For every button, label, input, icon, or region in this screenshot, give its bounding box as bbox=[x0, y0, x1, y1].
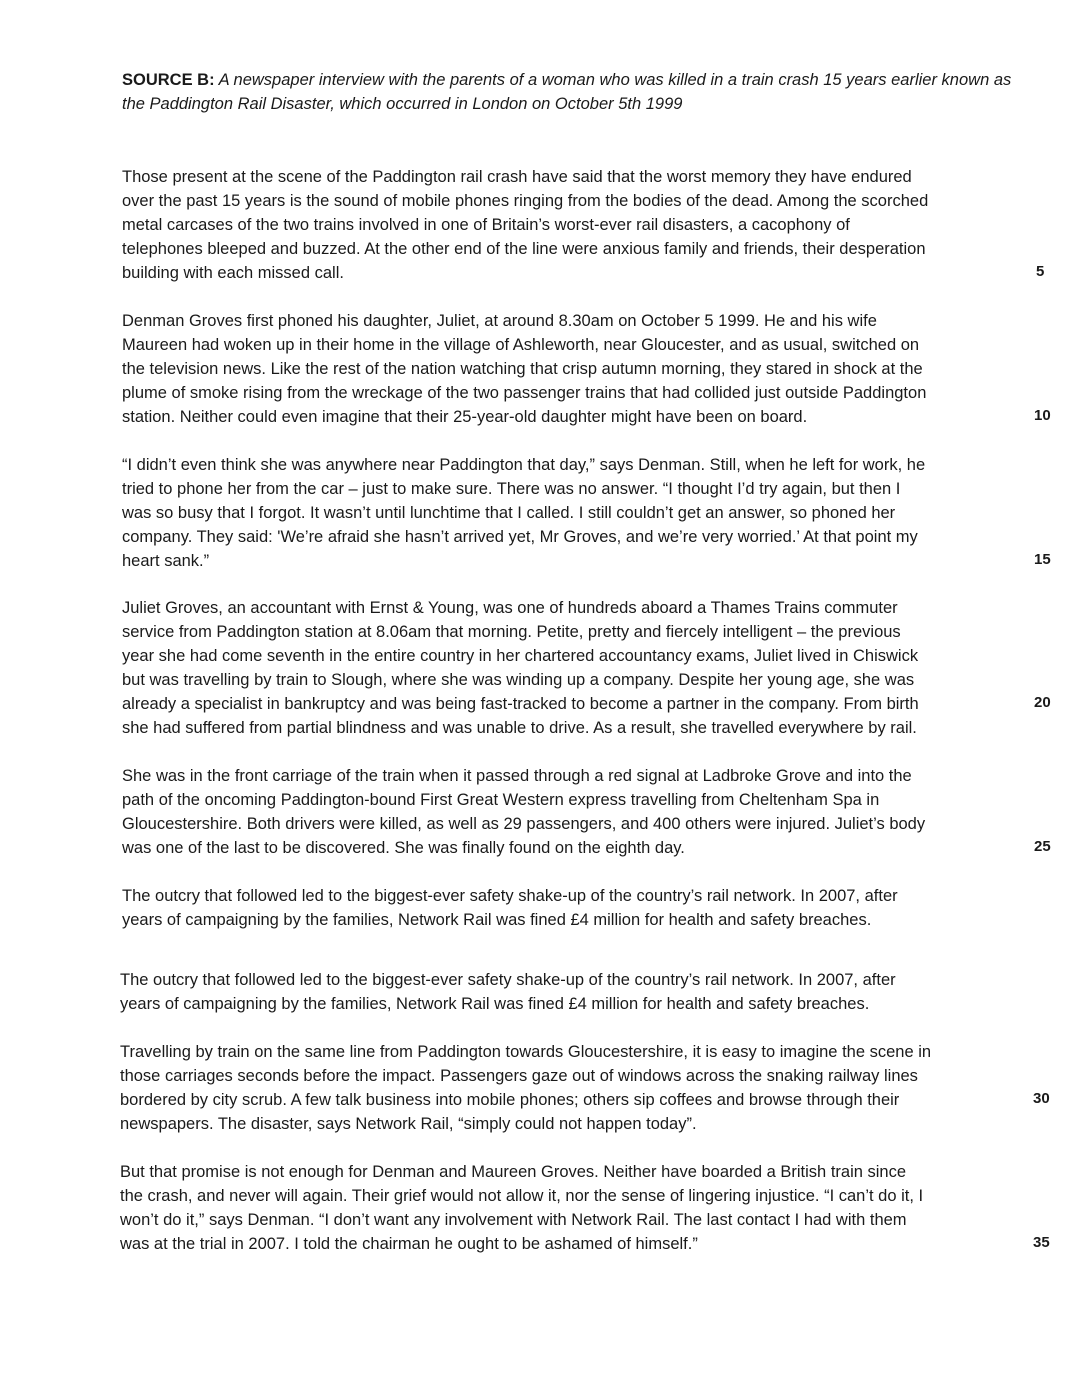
line-number-5: 5 bbox=[1036, 263, 1045, 280]
text-line: was one of the last to be discovered. She was finally found on the eighth day. bbox=[122, 839, 685, 857]
paragraph-5 bbox=[122, 764, 1012, 860]
text-line: the crash, and never will again. Their grief would not allow it, nor the sense of lingering injustice. “I can’t do it, I bbox=[120, 1187, 924, 1205]
text-line: years of campaigning by the families, Network Rail was fined £4 million for health and safety breaches. bbox=[120, 995, 870, 1013]
text-line: those carriages seconds before the impact. Passengers gaze out of windows across the snaking railway lines bbox=[120, 1067, 918, 1085]
text-line: the television news. Like the rest of the nation watching that crisp autumn morning, they stared in shock at the bbox=[122, 360, 923, 378]
text-line: heart sank.” bbox=[122, 552, 210, 570]
text-line: years of campaigning by the families, Network Rail was fined £4 million for health and safety breaches. bbox=[122, 911, 872, 929]
text-line: tried to phone her from the car – just to make sure. There was no answer. “I thought I’d try again, but then I bbox=[122, 480, 901, 498]
paragraph-7 bbox=[120, 968, 1010, 1016]
paragraph-8 bbox=[120, 1040, 1010, 1136]
text-line: telephones bleeped and buzzed. At the other end of the line were anxious family and friends, their desperation bbox=[122, 240, 926, 258]
line-number-10: 10 bbox=[1034, 407, 1051, 424]
line-number-35: 35 bbox=[1033, 1234, 1050, 1251]
paragraph-2 bbox=[122, 309, 1012, 429]
text-line: newspapers. The disaster, says Network Rail, “simply could not happen today”. bbox=[120, 1115, 697, 1133]
source-label: SOURCE B: bbox=[122, 71, 215, 89]
text-line: building with each missed call. bbox=[122, 264, 344, 282]
paragraph-1 bbox=[122, 165, 1012, 285]
text-line: Maureen had woken up in their home in the village of Ashleworth, near Gloucester, and as usual, switched on bbox=[122, 336, 920, 354]
text-line: service from Paddington station at 8.06am that morning. Petite, pretty and fiercely intelligent – the previous bbox=[122, 623, 901, 641]
text-line: Travelling by train on the same line from Paddington towards Gloucestershire, it is easy to imagine the scene in bbox=[120, 1043, 932, 1061]
text-line: “I didn’t even think she was anywhere near Paddington that day,” says Denman. Still, when he left for work, he bbox=[122, 456, 926, 474]
text-line: but was travelling by train to Slough, where she was winding up a company. Despite her young age, she was bbox=[122, 671, 915, 689]
text-line: Those present at the scene of the Paddington rail crash have said that the worst memory they have endured bbox=[122, 168, 912, 186]
line-number-20: 20 bbox=[1034, 694, 1051, 711]
text-line: metal carcases of the two trains involved in one of Britain’s worst-ever rail disasters, a cacophony of bbox=[122, 216, 850, 234]
text-line: she had suffered from partial blindness and was unable to drive. As a result, she travelled everywhere by rail. bbox=[122, 719, 917, 737]
text-line: The outcry that followed led to the biggest-ever safety shake-up of the country’s rail network. In 2007, after bbox=[120, 971, 896, 989]
text-line: won’t do it,” says Denman. “I don’t want any involvement with Network Rail. The last contact I had with them bbox=[120, 1211, 907, 1229]
text-line: path of the oncoming Paddington-bound First Great Western express travelling from Cheltenham Spa in bbox=[122, 791, 880, 809]
paragraph-9 bbox=[120, 1160, 1010, 1256]
text-line: plume of smoke rising from the wreckage of the two passenger trains that had collided just outside Paddington bbox=[122, 384, 927, 402]
source-description: A newspaper interview with the parents of a woman who was killed in a train crash 15 years earlier known as the Paddington Rail Disaster, which occurred in London on October 5th 1999 bbox=[122, 71, 1012, 113]
source-heading bbox=[122, 68, 1022, 116]
text-line: was at the trial in 2007. I told the chairman he ought to be ashamed of himself.” bbox=[120, 1235, 698, 1253]
text-line: Denman Groves first phoned his daughter, Juliet, at around 8.30am on October 5 1999. He and his wife bbox=[122, 312, 877, 330]
text-line: over the past 15 years is the sound of mobile phones ringing from the bodies of the dead. Among the scorched bbox=[122, 192, 929, 210]
paragraph-3 bbox=[122, 453, 1012, 573]
paragraph-4 bbox=[122, 596, 1012, 740]
line-number-15: 15 bbox=[1034, 551, 1051, 568]
line-number-25: 25 bbox=[1034, 838, 1051, 855]
text-line: The outcry that followed led to the biggest-ever safety shake-up of the country’s rail network. In 2007, after bbox=[122, 887, 898, 905]
paragraph-6 bbox=[122, 884, 1012, 932]
line-number-30: 30 bbox=[1033, 1090, 1050, 1107]
text-line: She was in the front carriage of the train when it passed through a red signal at Ladbroke Grove and into the bbox=[122, 767, 912, 785]
text-line: Gloucestershire. Both drivers were killed, as well as 29 passengers, and 400 others were injured. Juliet’s body bbox=[122, 815, 926, 833]
text-line: bordered by city scrub. A few talk business into mobile phones; others sip coffees and browse through their bbox=[120, 1091, 900, 1109]
text-line: was so busy that I forgot. It wasn’t until lunchtime that I called. I still couldn’t get an answer, so phoned her bbox=[122, 504, 896, 522]
text-line: station. Neither could even imagine that their 25-year-old daughter might have been on board. bbox=[122, 408, 808, 426]
text-line: But that promise is not enough for Denman and Maureen Groves. Neither have boarded a British train since bbox=[120, 1163, 907, 1181]
text-line: Juliet Groves, an accountant with Ernst & Young, was one of hundreds aboard a Thames Trains commuter bbox=[122, 599, 898, 617]
text-line: company. They said: 'We’re afraid she hasn’t arrived yet, Mr Groves, and we’re very worried.’ At that point my bbox=[122, 528, 918, 546]
text-line: already a specialist in bankruptcy and was being fast-tracked to become a partner in the company. From birth bbox=[122, 695, 919, 713]
text-line: year she had come seventh in the entire country in her chartered accountancy exams, Juliet lived in Chiswick bbox=[122, 647, 919, 665]
